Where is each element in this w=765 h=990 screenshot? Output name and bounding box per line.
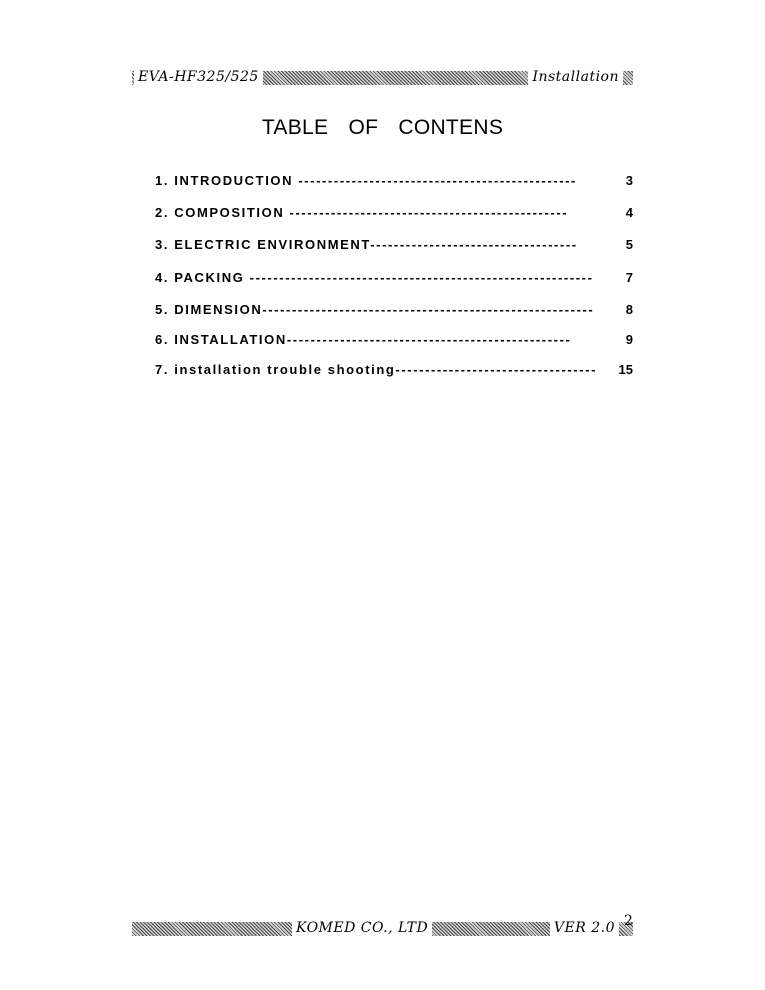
footer-band xyxy=(132,922,633,936)
toc-entry[interactable] xyxy=(155,362,633,380)
footer-company: KOMED CO., LTD xyxy=(292,919,432,937)
header-band xyxy=(132,71,633,85)
toc-page: 8 xyxy=(625,302,633,317)
toc-page: 4 xyxy=(625,205,633,220)
toc-label: 6. INSTALLATION------------------------------------------------ xyxy=(155,332,572,347)
toc-entry[interactable] xyxy=(155,237,633,255)
header-section: Installation xyxy=(528,68,623,86)
toc-entry[interactable] xyxy=(155,332,633,350)
toc-label: 2. COMPOSITION ----------------------------------------------- xyxy=(155,205,569,220)
toc-page: 15 xyxy=(618,362,633,377)
toc-page: 5 xyxy=(625,237,633,252)
footer-version: VER 2.0 xyxy=(550,919,619,937)
toc-page: 7 xyxy=(625,270,633,285)
toc-entry[interactable] xyxy=(155,173,633,191)
toc-page: 3 xyxy=(625,173,633,188)
toc-label: 4. PACKING ---------------------------------------------------------- xyxy=(155,270,594,285)
toc-label: 5. DIMENSION-------------------------------------------------------- xyxy=(155,302,595,317)
page-number: 2 xyxy=(624,913,633,929)
toc-entry[interactable] xyxy=(155,270,633,288)
header-model: EVA-HF325/525 xyxy=(134,68,263,86)
toc-entry[interactable] xyxy=(155,205,633,223)
page-title: TABLE OF CONTENS xyxy=(261,116,504,139)
toc-label: 3. ELECTRIC ENVIRONMENT----------------------------------- xyxy=(155,237,578,252)
toc-label: 7. installation trouble shooting---------------------------------- xyxy=(155,362,598,377)
toc-entry[interactable] xyxy=(155,302,633,320)
toc-page: 9 xyxy=(625,332,633,347)
toc-label: 1. INTRODUCTION ----------------------------------------------- xyxy=(155,173,577,188)
